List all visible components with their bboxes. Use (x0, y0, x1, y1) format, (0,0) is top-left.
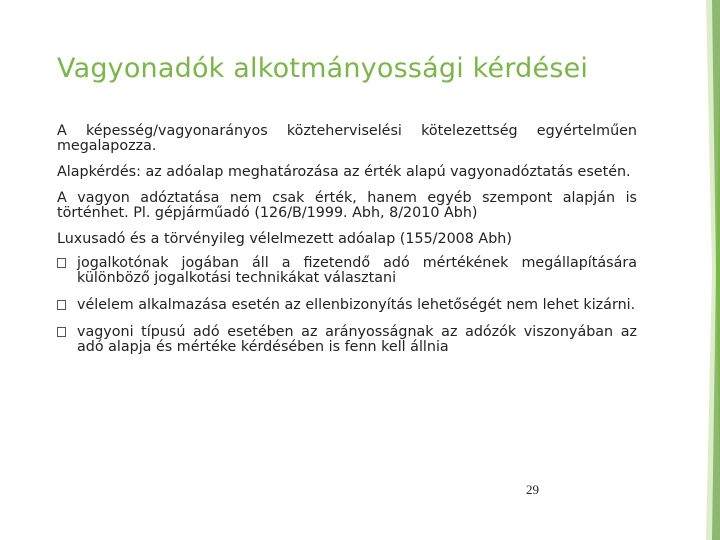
bullet-text: vélelem alkalmazása esetén az ellenbizonyítás lehetőségét nem lehet kizárni. (77, 297, 636, 313)
bullet-text: vagyoni típusú adó esetében az arányosságnak az adózók viszonyában az adó alapja és mértéke kérdésében is fenn kell állnia (77, 324, 637, 355)
page-number: 29 (526, 482, 539, 497)
bullet-item (57, 298, 637, 313)
bullet-box-icon (57, 327, 66, 337)
bullet-text: jogalkotónak jogában áll a fizetendő adó mértékének megállapítására különböző jogalkotási technikákat választani (77, 255, 637, 286)
bullet-item (57, 325, 637, 355)
slide-title: Vagyonadók alkotmányossági kérdései (57, 53, 589, 84)
bullet-item (57, 256, 637, 286)
paragraph-4: Luxusadó és a törvényileg vélelmezett adóalap (155/2008 Abh) (57, 231, 512, 247)
paragraph-3: A vagyon adóztatása nem csak érték, hanem egyéb szempont alapján is történhet. Pl. gépjárműadó (126/B/1999. Abh, 8/2010 Abh) (57, 190, 637, 221)
decorative-accent-bar (692, 0, 720, 540)
slide-body (57, 124, 637, 367)
paragraph-1: A képesség/vagyonarányos közteherviselési kötelezettség egyértelműen megalapozza. (57, 123, 637, 154)
paragraph-2: Alapkérdés: az adóalap meghatározása az érték alapú vagyonadóztatás esetén. (57, 164, 631, 180)
bullet-box-icon (57, 258, 66, 268)
bullet-box-icon (57, 300, 66, 310)
